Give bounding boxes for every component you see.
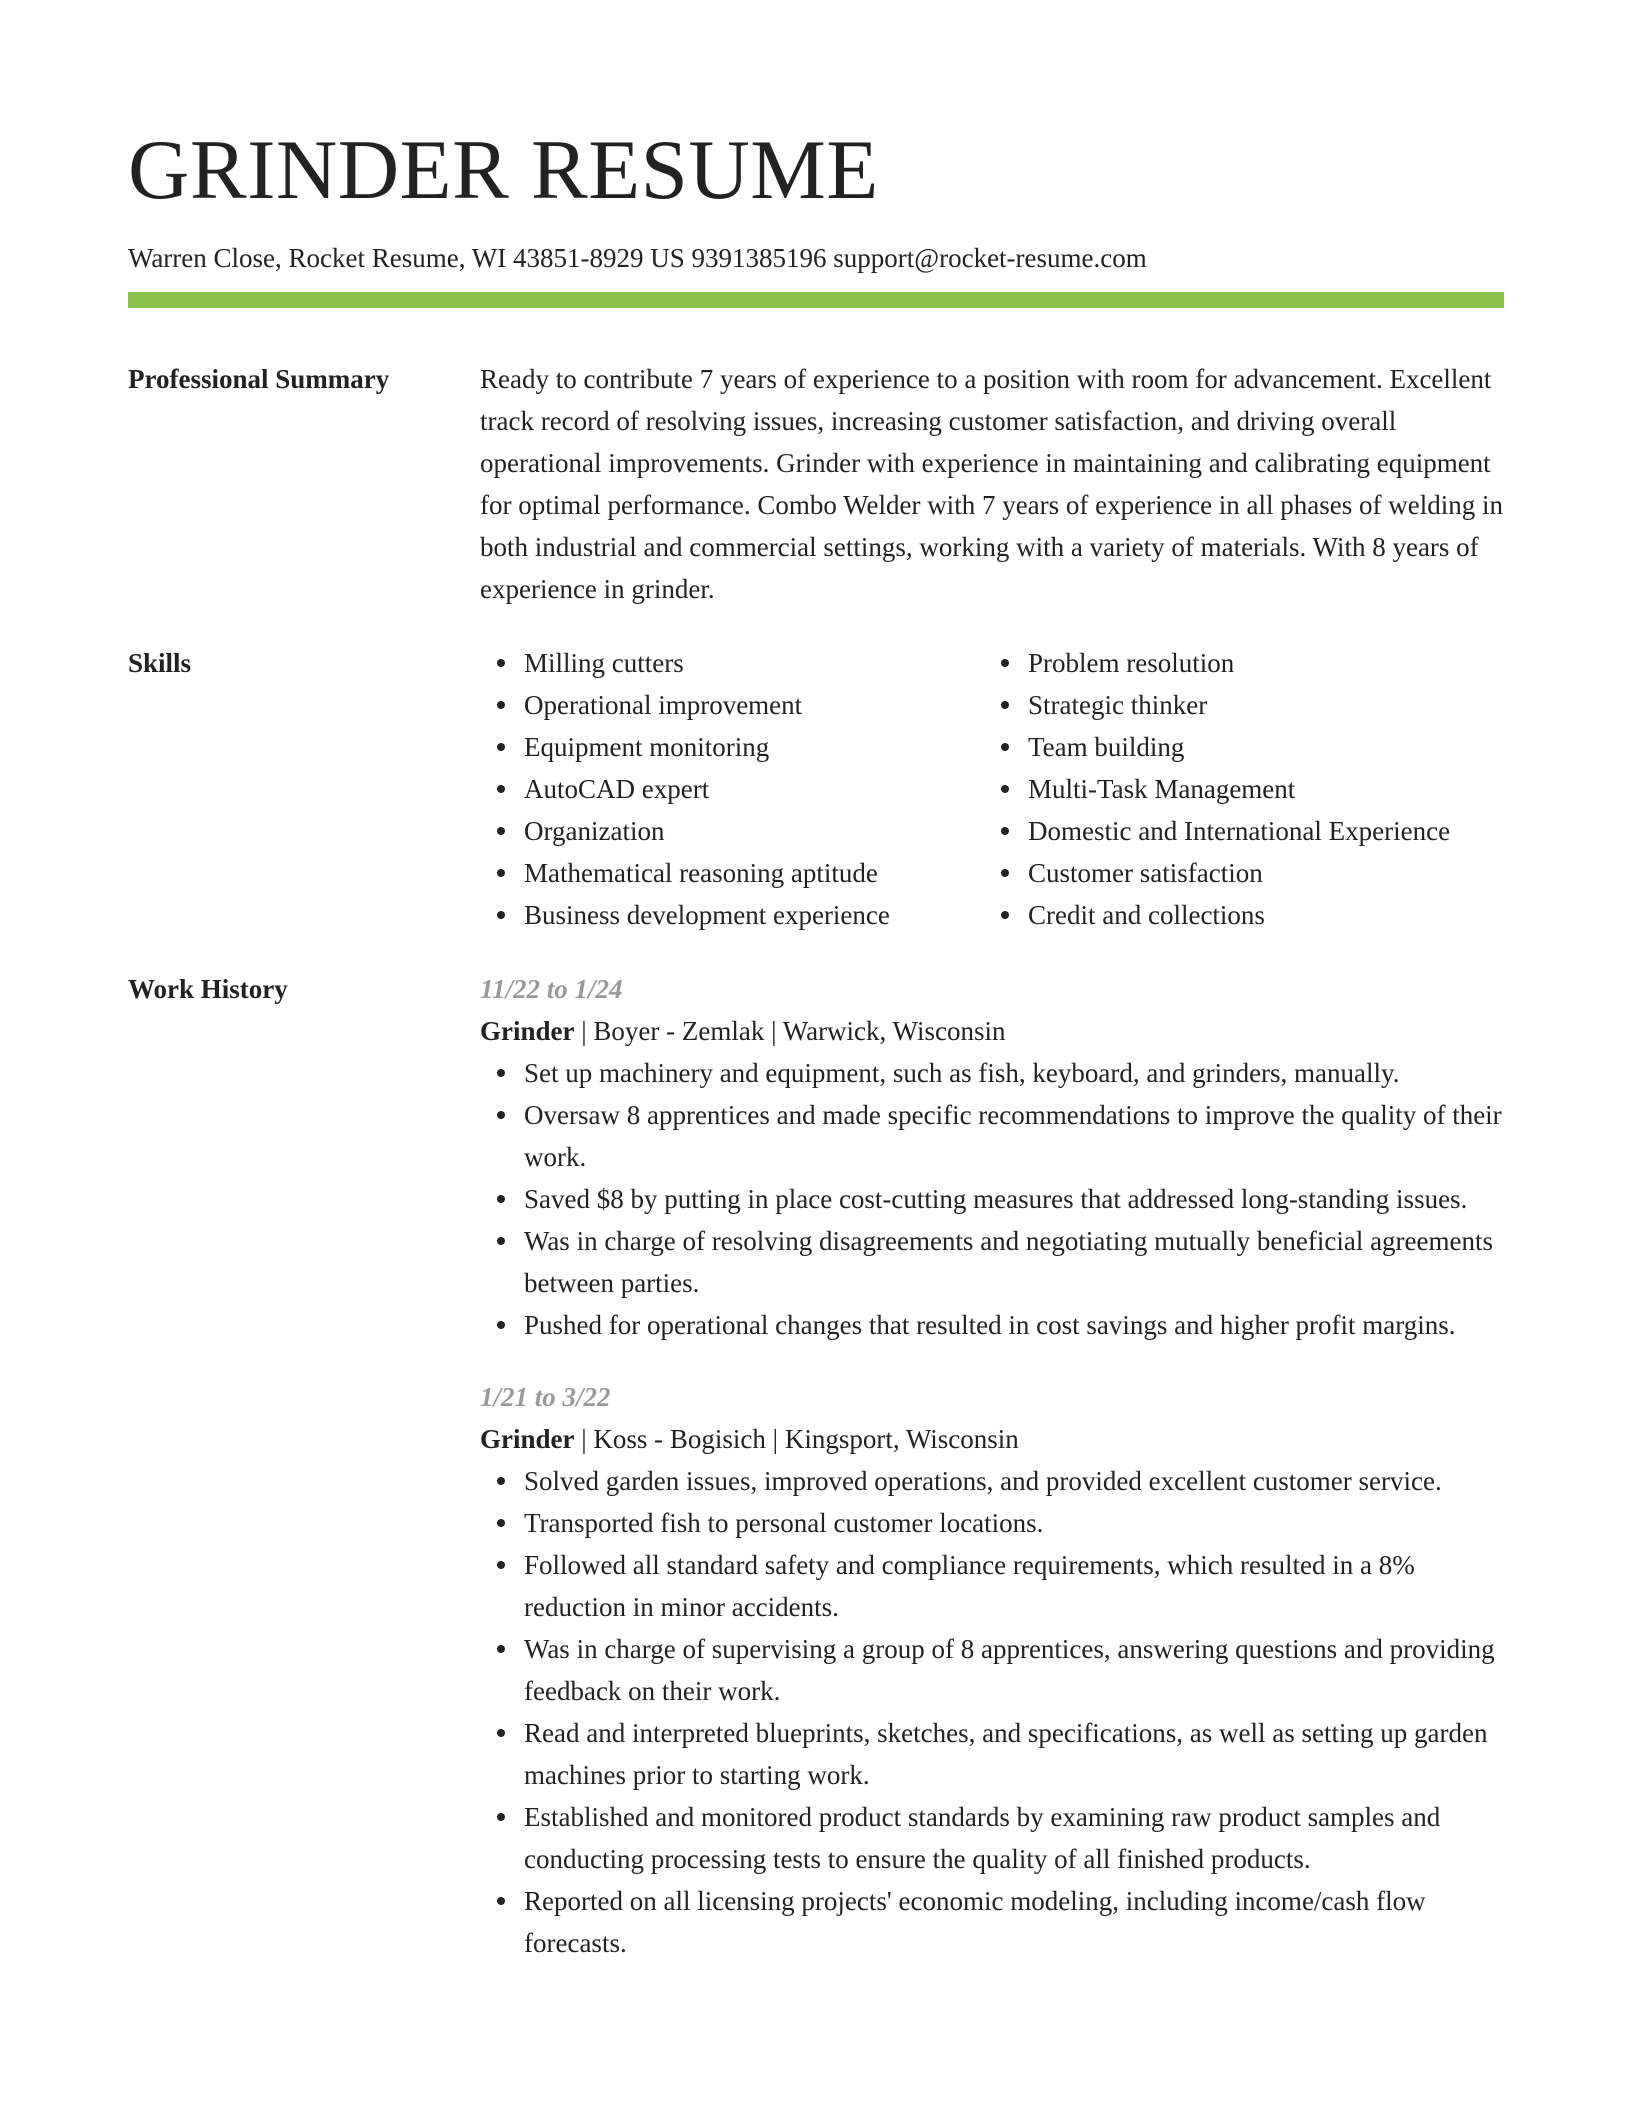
skill-item: Operational improvement <box>524 684 984 726</box>
skill-item: Business development experience <box>524 894 984 936</box>
skills-list-left <box>480 642 984 936</box>
section-title-work-history: Work History <box>128 974 288 1004</box>
skill-item: Customer satisfaction <box>1028 852 1450 894</box>
skill-item: Problem resolution <box>1028 642 1450 684</box>
job-entry <box>480 1376 1504 1964</box>
job-duty: Transported fish to personal customer locations. <box>524 1502 1504 1544</box>
skill-item: Milling cutters <box>524 642 984 684</box>
skills-body <box>480 642 1504 936</box>
skill-item: Organization <box>524 810 984 852</box>
summary-text: Ready to contribute 7 years of experience to a position with room for advancement. Excellent track record of resolving issues, increasing customer satisfaction, and driving overall operational improvements. Grinder with experience in maintaining and calibrating equipment for optimal performance. Combo Welder with 7 years of experience in all phases of welding in both industrial and commercial settings, working with a variety of materials. With 8 years of experience in grinder. <box>480 364 1504 604</box>
job-duties-list <box>480 1460 1504 1964</box>
job-heading <box>480 1418 1504 1460</box>
section-title-skills: Skills <box>128 648 192 678</box>
job-duty: Pushed for operational changes that resulted in cost savings and higher profit margins. <box>524 1304 1504 1346</box>
skill-item: Equipment monitoring <box>524 726 984 768</box>
work-history-section <box>128 968 1504 1964</box>
job-duty: Saved $8 by putting in place cost-cutting measures that addressed long-standing issues. <box>524 1178 1504 1220</box>
job-employer-location: | Koss - Bogisich | Kingsport, Wisconsin <box>574 1424 1019 1454</box>
skill-item: AutoCAD expert <box>524 768 984 810</box>
skills-list-right <box>984 642 1450 936</box>
skills-columns <box>480 642 1504 936</box>
skill-item: Credit and collections <box>1028 894 1450 936</box>
skill-item: Team building <box>1028 726 1450 768</box>
job-heading <box>480 1010 1504 1052</box>
skill-item: Mathematical reasoning aptitude <box>524 852 984 894</box>
job-title: Grinder <box>480 1016 575 1046</box>
section-title-summary: Professional Summary <box>128 364 390 394</box>
contact-info: Warren Close, Rocket Resume, WI 43851-8929 US 9391385196 support@rocket-resume.com <box>128 243 1147 273</box>
job-duty: Set up machinery and equipment, such as fish, keyboard, and grinders, manually. <box>524 1052 1504 1094</box>
job-duty: Oversaw 8 apprentices and made specific recommendations to improve the quality of their work. <box>524 1094 1504 1178</box>
job-dates: 1/21 to 3/22 <box>480 1382 611 1412</box>
skill-item: Multi-Task Management <box>1028 768 1450 810</box>
resume-page <box>128 0 1504 1964</box>
skills-section <box>128 642 1504 936</box>
job-duty: Reported on all licensing projects' economic modeling, including income/cash flow forecasts. <box>524 1880 1504 1964</box>
work-history-body <box>480 968 1504 1964</box>
professional-summary-section <box>128 358 1504 610</box>
job-duty: Solved garden issues, improved operations, and provided excellent customer service. <box>524 1460 1504 1502</box>
skill-item: Strategic thinker <box>1028 684 1450 726</box>
skill-item: Domestic and International Experience <box>1028 810 1450 852</box>
resume-title: GRINDER RESUME <box>128 123 879 217</box>
job-duty: Read and interpreted blueprints, sketches, and specifications, as well as setting up garden machines prior to starting work. <box>524 1712 1504 1796</box>
job-duty: Established and monitored product standards by examining raw product samples and conducting processing tests to ensure the quality of all finished products. <box>524 1796 1504 1880</box>
job-duty: Was in charge of resolving disagreements and negotiating mutually beneficial agreements between parties. <box>524 1220 1504 1304</box>
job-entry <box>480 968 1504 1346</box>
accent-divider <box>128 292 1504 308</box>
job-duty: Followed all standard safety and compliance requirements, which resulted in a 8% reduction in minor accidents. <box>524 1544 1504 1628</box>
job-title: Grinder <box>480 1424 575 1454</box>
job-duties-list <box>480 1052 1504 1346</box>
job-duty: Was in charge of supervising a group of 8 apprentices, answering questions and providing feedback on their work. <box>524 1628 1504 1712</box>
job-employer-location: | Boyer - Zemlak | Warwick, Wisconsin <box>574 1016 1006 1046</box>
job-dates: 11/22 to 1/24 <box>480 974 623 1004</box>
